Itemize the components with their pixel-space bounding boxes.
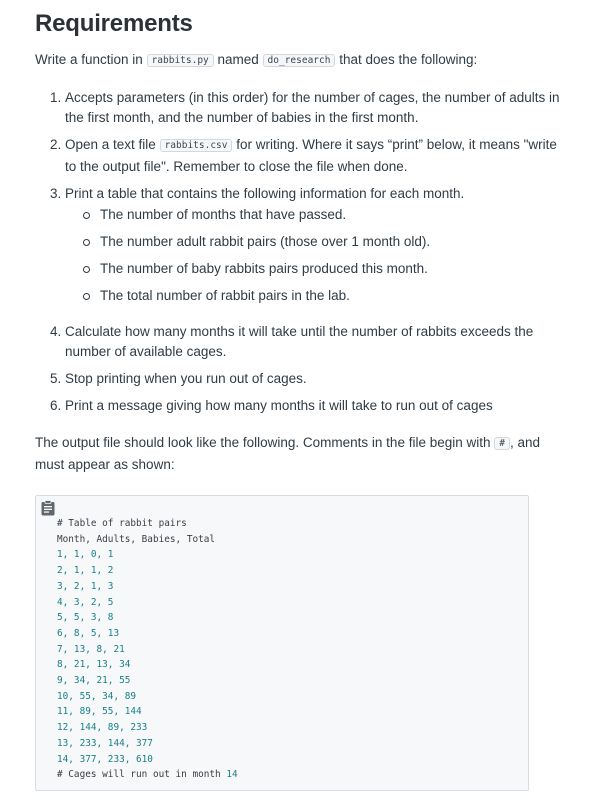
page-title: Requirements <box>35 10 193 37</box>
requirement-5: 5. Stop printing when you run out of cages. <box>65 369 568 389</box>
output-description <box>35 433 568 475</box>
code-comment-line: # Table of rabbit pairs <box>57 518 187 529</box>
code-row: 11, 89, 55, 144 <box>57 706 142 718</box>
code-row: 2, 1, 1, 2 <box>57 565 114 577</box>
sub-item-babies: The number of baby rabbits pairs produced this month. <box>83 259 568 279</box>
code-block <box>35 495 529 791</box>
intro-text-2: named <box>213 52 263 67</box>
inline-code-function: do_research <box>263 54 336 67</box>
code-footer-number: 14 <box>226 769 238 781</box>
code-footer-line <box>57 767 528 783</box>
requirement-1: 1. Accepts parameters (in this order) for the number of cages, the number of adults in the first month, and the number of babies in the first month. <box>65 88 568 128</box>
inline-code-hash: # <box>494 437 510 450</box>
code-footer-text: # Cages will run out in month <box>57 769 227 781</box>
requirement-3-text: Print a table that contains the following information for each month. <box>65 186 465 201</box>
requirement-2-text-2: for writing. Where it says “print” below, it means "write to the output file". Remember to close the file when done. <box>65 137 557 174</box>
requirements-list <box>35 88 568 416</box>
code-row: 9, 34, 21, 55 <box>57 675 131 687</box>
clipboard-icon[interactable] <box>41 500 55 516</box>
code-row: 5, 5, 3, 8 <box>57 612 114 624</box>
output-text-1: The output file should look like the following. Comments in the file begin with <box>35 435 495 450</box>
code-row: 3, 2, 1, 3 <box>57 580 114 592</box>
requirement-6: 6. Print a message giving how many months it will take to run out of cages <box>65 396 568 416</box>
requirement-2 <box>65 135 568 177</box>
code-row: 1, 1, 0, 1 <box>57 549 114 561</box>
requirement-3 <box>65 184 568 306</box>
inline-code-csv: rabbits.csv <box>160 139 233 152</box>
sub-item-adults: The number adult rabbit pairs (those over 1 month old). <box>83 232 568 252</box>
code-rows <box>57 547 528 767</box>
requirement-4: 4. Calculate how many months it will take until the number of rabbits exceeds the number of available cages. <box>65 322 568 362</box>
code-row: 4, 3, 2, 5 <box>57 596 114 608</box>
code-row: 13, 233, 144, 377 <box>57 737 153 749</box>
sub-item-total: The total number of rabbit pairs in the lab. <box>83 286 568 306</box>
output-text-2: , and must appear as shown: <box>35 435 541 472</box>
code-header-line: Month, Adults, Babies, Total <box>57 533 216 545</box>
inline-code-filename: rabbits.py <box>147 54 214 67</box>
code-row: 10, 55, 34, 89 <box>57 690 137 702</box>
requirement-2-text-1: Open a text file <box>65 137 160 152</box>
sub-item-months: The number of months that have passed. <box>83 205 568 225</box>
code-row: 14, 377, 233, 610 <box>57 753 153 765</box>
code-row: 6, 8, 5, 13 <box>57 627 120 639</box>
code-row: 7, 13, 8, 21 <box>57 643 125 655</box>
intro-text-1: Write a function in <box>35 52 147 67</box>
code-row: 12, 144, 89, 233 <box>57 722 148 734</box>
intro-paragraph <box>35 50 568 72</box>
intro-text-3: that does the following: <box>335 52 478 67</box>
requirement-3-sublist <box>65 205 568 306</box>
code-row: 8, 21, 13, 34 <box>57 659 131 671</box>
